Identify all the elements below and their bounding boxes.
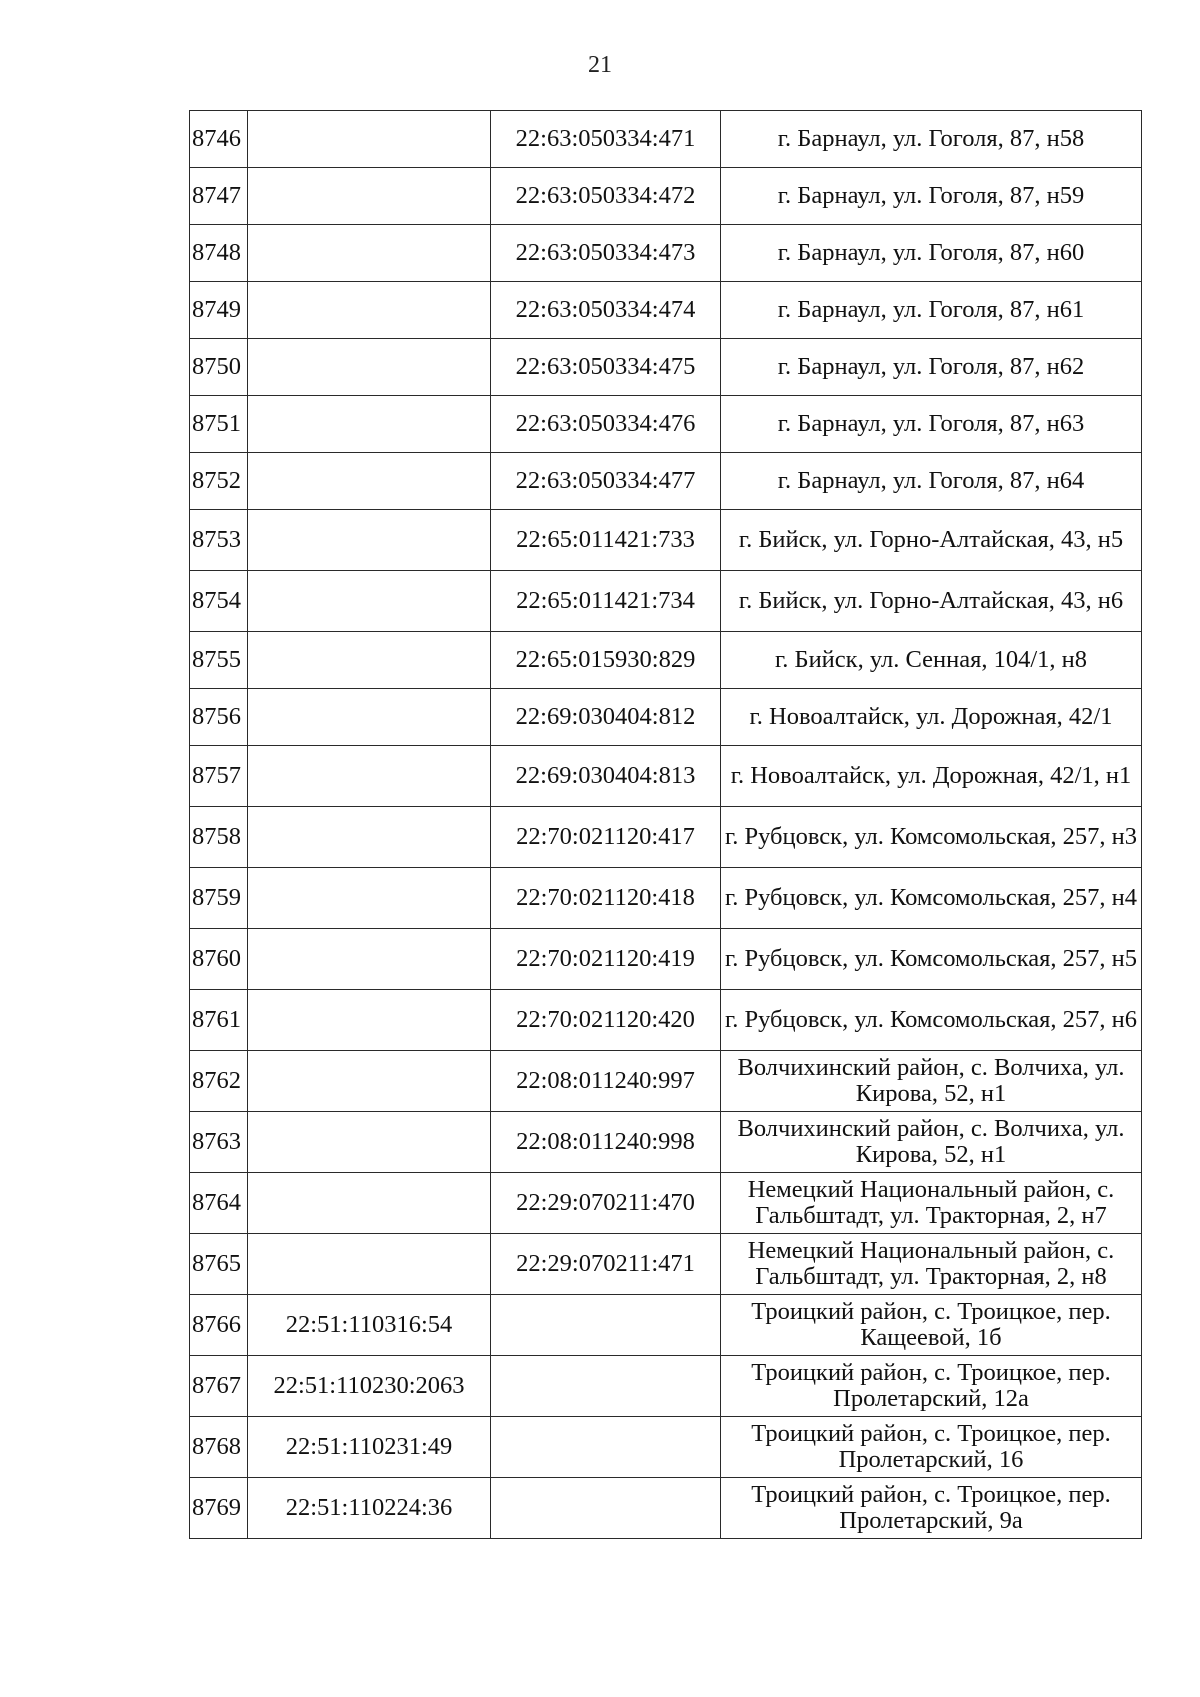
old-number-cell (248, 632, 491, 689)
cadastral-number-cell: 22:70:021120:420 (491, 990, 721, 1051)
address-cell: г. Рубцовск, ул. Комсомольская, 257, н5 (721, 929, 1142, 990)
row-number-cell: 8767 (190, 1356, 248, 1417)
old-number-cell (248, 282, 491, 339)
address-cell: Троицкий район, с. Троицкое, пер. Пролетарский, 9а (721, 1478, 1142, 1539)
old-number-cell (248, 990, 491, 1051)
table-row (190, 632, 1142, 689)
row-number-cell: 8746 (190, 111, 248, 168)
address-cell: Волчихинский район, с. Волчиха, ул. Кирова, 52, н1 (721, 1051, 1142, 1112)
table-row (190, 339, 1142, 396)
cadastral-number-cell: 22:70:021120:419 (491, 929, 721, 990)
table-row (190, 282, 1142, 339)
address-cell: Немецкий Национальный район, с. Гальбштадт, ул. Тракторная, 2, н8 (721, 1234, 1142, 1295)
address-cell: г. Новоалтайск, ул. Дорожная, 42/1, н1 (721, 746, 1142, 807)
row-number-cell: 8765 (190, 1234, 248, 1295)
old-number-cell (248, 1234, 491, 1295)
table-row (190, 990, 1142, 1051)
address-cell: г. Бийск, ул. Горно-Алтайская, 43, н6 (721, 571, 1142, 632)
table-row (190, 453, 1142, 510)
address-cell: г. Барнаул, ул. Гоголя, 87, н60 (721, 225, 1142, 282)
row-number-cell: 8760 (190, 929, 248, 990)
row-number-cell: 8764 (190, 1173, 248, 1234)
cadastral-number-cell: 22:63:050334:477 (491, 453, 721, 510)
address-cell: Троицкий район, с. Троицкое, пер. Кащеевой, 1б (721, 1295, 1142, 1356)
address-cell: Троицкий район, с. Троицкое, пер. Пролетарский, 16 (721, 1417, 1142, 1478)
cadastral-number-cell: 22:63:050334:476 (491, 396, 721, 453)
row-number-cell: 8758 (190, 807, 248, 868)
cadastral-number-cell: 22:65:011421:734 (491, 571, 721, 632)
cadastral-number-cell (491, 1478, 721, 1539)
old-number-cell (248, 510, 491, 571)
table-row (190, 225, 1142, 282)
address-cell: г. Барнаул, ул. Гоголя, 87, н63 (721, 396, 1142, 453)
address-cell: г. Рубцовск, ул. Комсомольская, 257, н3 (721, 807, 1142, 868)
address-cell: г. Барнаул, ул. Гоголя, 87, н59 (721, 168, 1142, 225)
row-number-cell: 8757 (190, 746, 248, 807)
table-row (190, 1173, 1142, 1234)
cadastral-number-cell: 22:63:050334:474 (491, 282, 721, 339)
address-cell: г. Барнаул, ул. Гоголя, 87, н58 (721, 111, 1142, 168)
address-cell: Немецкий Национальный район, с. Гальбштадт, ул. Тракторная, 2, н7 (721, 1173, 1142, 1234)
old-number-cell (248, 929, 491, 990)
registry-table (189, 110, 1142, 1539)
old-number-cell (248, 689, 491, 746)
old-number-cell (248, 168, 491, 225)
cadastral-number-cell (491, 1356, 721, 1417)
cadastral-number-cell: 22:69:030404:813 (491, 746, 721, 807)
row-number-cell: 8751 (190, 396, 248, 453)
row-number-cell: 8754 (190, 571, 248, 632)
row-number-cell: 8769 (190, 1478, 248, 1539)
table-row (190, 1356, 1142, 1417)
cadastral-number-cell: 22:08:011240:998 (491, 1112, 721, 1173)
address-cell: г. Бийск, ул. Горно-Алтайская, 43, н5 (721, 510, 1142, 571)
old-number-cell (248, 1051, 491, 1112)
table-row (190, 1417, 1142, 1478)
cadastral-number-cell: 22:63:050334:472 (491, 168, 721, 225)
row-number-cell: 8747 (190, 168, 248, 225)
table-row (190, 111, 1142, 168)
cadastral-number-cell: 22:70:021120:417 (491, 807, 721, 868)
cadastral-number-cell: 22:63:050334:475 (491, 339, 721, 396)
address-cell: г. Новоалтайск, ул. Дорожная, 42/1 (721, 689, 1142, 746)
row-number-cell: 8752 (190, 453, 248, 510)
address-cell: г. Барнаул, ул. Гоголя, 87, н61 (721, 282, 1142, 339)
address-cell: г. Рубцовск, ул. Комсомольская, 257, н6 (721, 990, 1142, 1051)
old-number-cell (248, 1112, 491, 1173)
cadastral-number-cell: 22:70:021120:418 (491, 868, 721, 929)
table-row (190, 807, 1142, 868)
row-number-cell: 8759 (190, 868, 248, 929)
cadastral-number-cell: 22:63:050334:471 (491, 111, 721, 168)
row-number-cell: 8762 (190, 1051, 248, 1112)
table-row (190, 1478, 1142, 1539)
cadastral-number-cell: 22:29:070211:470 (491, 1173, 721, 1234)
address-cell: Троицкий район, с. Троицкое, пер. Пролетарский, 12а (721, 1356, 1142, 1417)
row-number-cell: 8750 (190, 339, 248, 396)
row-number-cell: 8749 (190, 282, 248, 339)
table-row (190, 1051, 1142, 1112)
table-row (190, 868, 1142, 929)
old-number-cell (248, 111, 491, 168)
cadastral-number-cell: 22:63:050334:473 (491, 225, 721, 282)
cadastral-number-cell: 22:65:015930:829 (491, 632, 721, 689)
table-row (190, 571, 1142, 632)
address-cell: г. Бийск, ул. Сенная, 104/1, н8 (721, 632, 1142, 689)
cadastral-number-cell: 22:08:011240:997 (491, 1051, 721, 1112)
old-number-cell (248, 807, 491, 868)
table-row (190, 929, 1142, 990)
address-cell: Волчихинский район, с. Волчиха, ул. Кирова, 52, н1 (721, 1112, 1142, 1173)
cadastral-number-cell (491, 1295, 721, 1356)
cadastral-number-cell (491, 1417, 721, 1478)
table-row (190, 396, 1142, 453)
address-cell: г. Барнаул, ул. Гоголя, 87, н62 (721, 339, 1142, 396)
old-number-cell (248, 1173, 491, 1234)
table-row (190, 746, 1142, 807)
table-row (190, 168, 1142, 225)
row-number-cell: 8748 (190, 225, 248, 282)
table-row (190, 510, 1142, 571)
table-row (190, 1295, 1142, 1356)
row-number-cell: 8763 (190, 1112, 248, 1173)
old-number-cell (248, 339, 491, 396)
address-cell: г. Барнаул, ул. Гоголя, 87, н64 (721, 453, 1142, 510)
table-row (190, 1112, 1142, 1173)
row-number-cell: 8768 (190, 1417, 248, 1478)
old-number-cell (248, 868, 491, 929)
old-number-cell: 22:51:110231:49 (248, 1417, 491, 1478)
old-number-cell (248, 453, 491, 510)
row-number-cell: 8753 (190, 510, 248, 571)
address-cell: г. Рубцовск, ул. Комсомольская, 257, н4 (721, 868, 1142, 929)
table-row (190, 1234, 1142, 1295)
row-number-cell: 8756 (190, 689, 248, 746)
old-number-cell: 22:51:110230:2063 (248, 1356, 491, 1417)
table-row (190, 689, 1142, 746)
row-number-cell: 8761 (190, 990, 248, 1051)
page-number: 21 (588, 52, 612, 78)
row-number-cell: 8766 (190, 1295, 248, 1356)
old-number-cell (248, 571, 491, 632)
old-number-cell: 22:51:110316:54 (248, 1295, 491, 1356)
old-number-cell (248, 396, 491, 453)
old-number-cell: 22:51:110224:36 (248, 1478, 491, 1539)
cadastral-number-cell: 22:69:030404:812 (491, 689, 721, 746)
old-number-cell (248, 746, 491, 807)
row-number-cell: 8755 (190, 632, 248, 689)
cadastral-number-cell: 22:29:070211:471 (491, 1234, 721, 1295)
old-number-cell (248, 225, 491, 282)
cadastral-number-cell: 22:65:011421:733 (491, 510, 721, 571)
